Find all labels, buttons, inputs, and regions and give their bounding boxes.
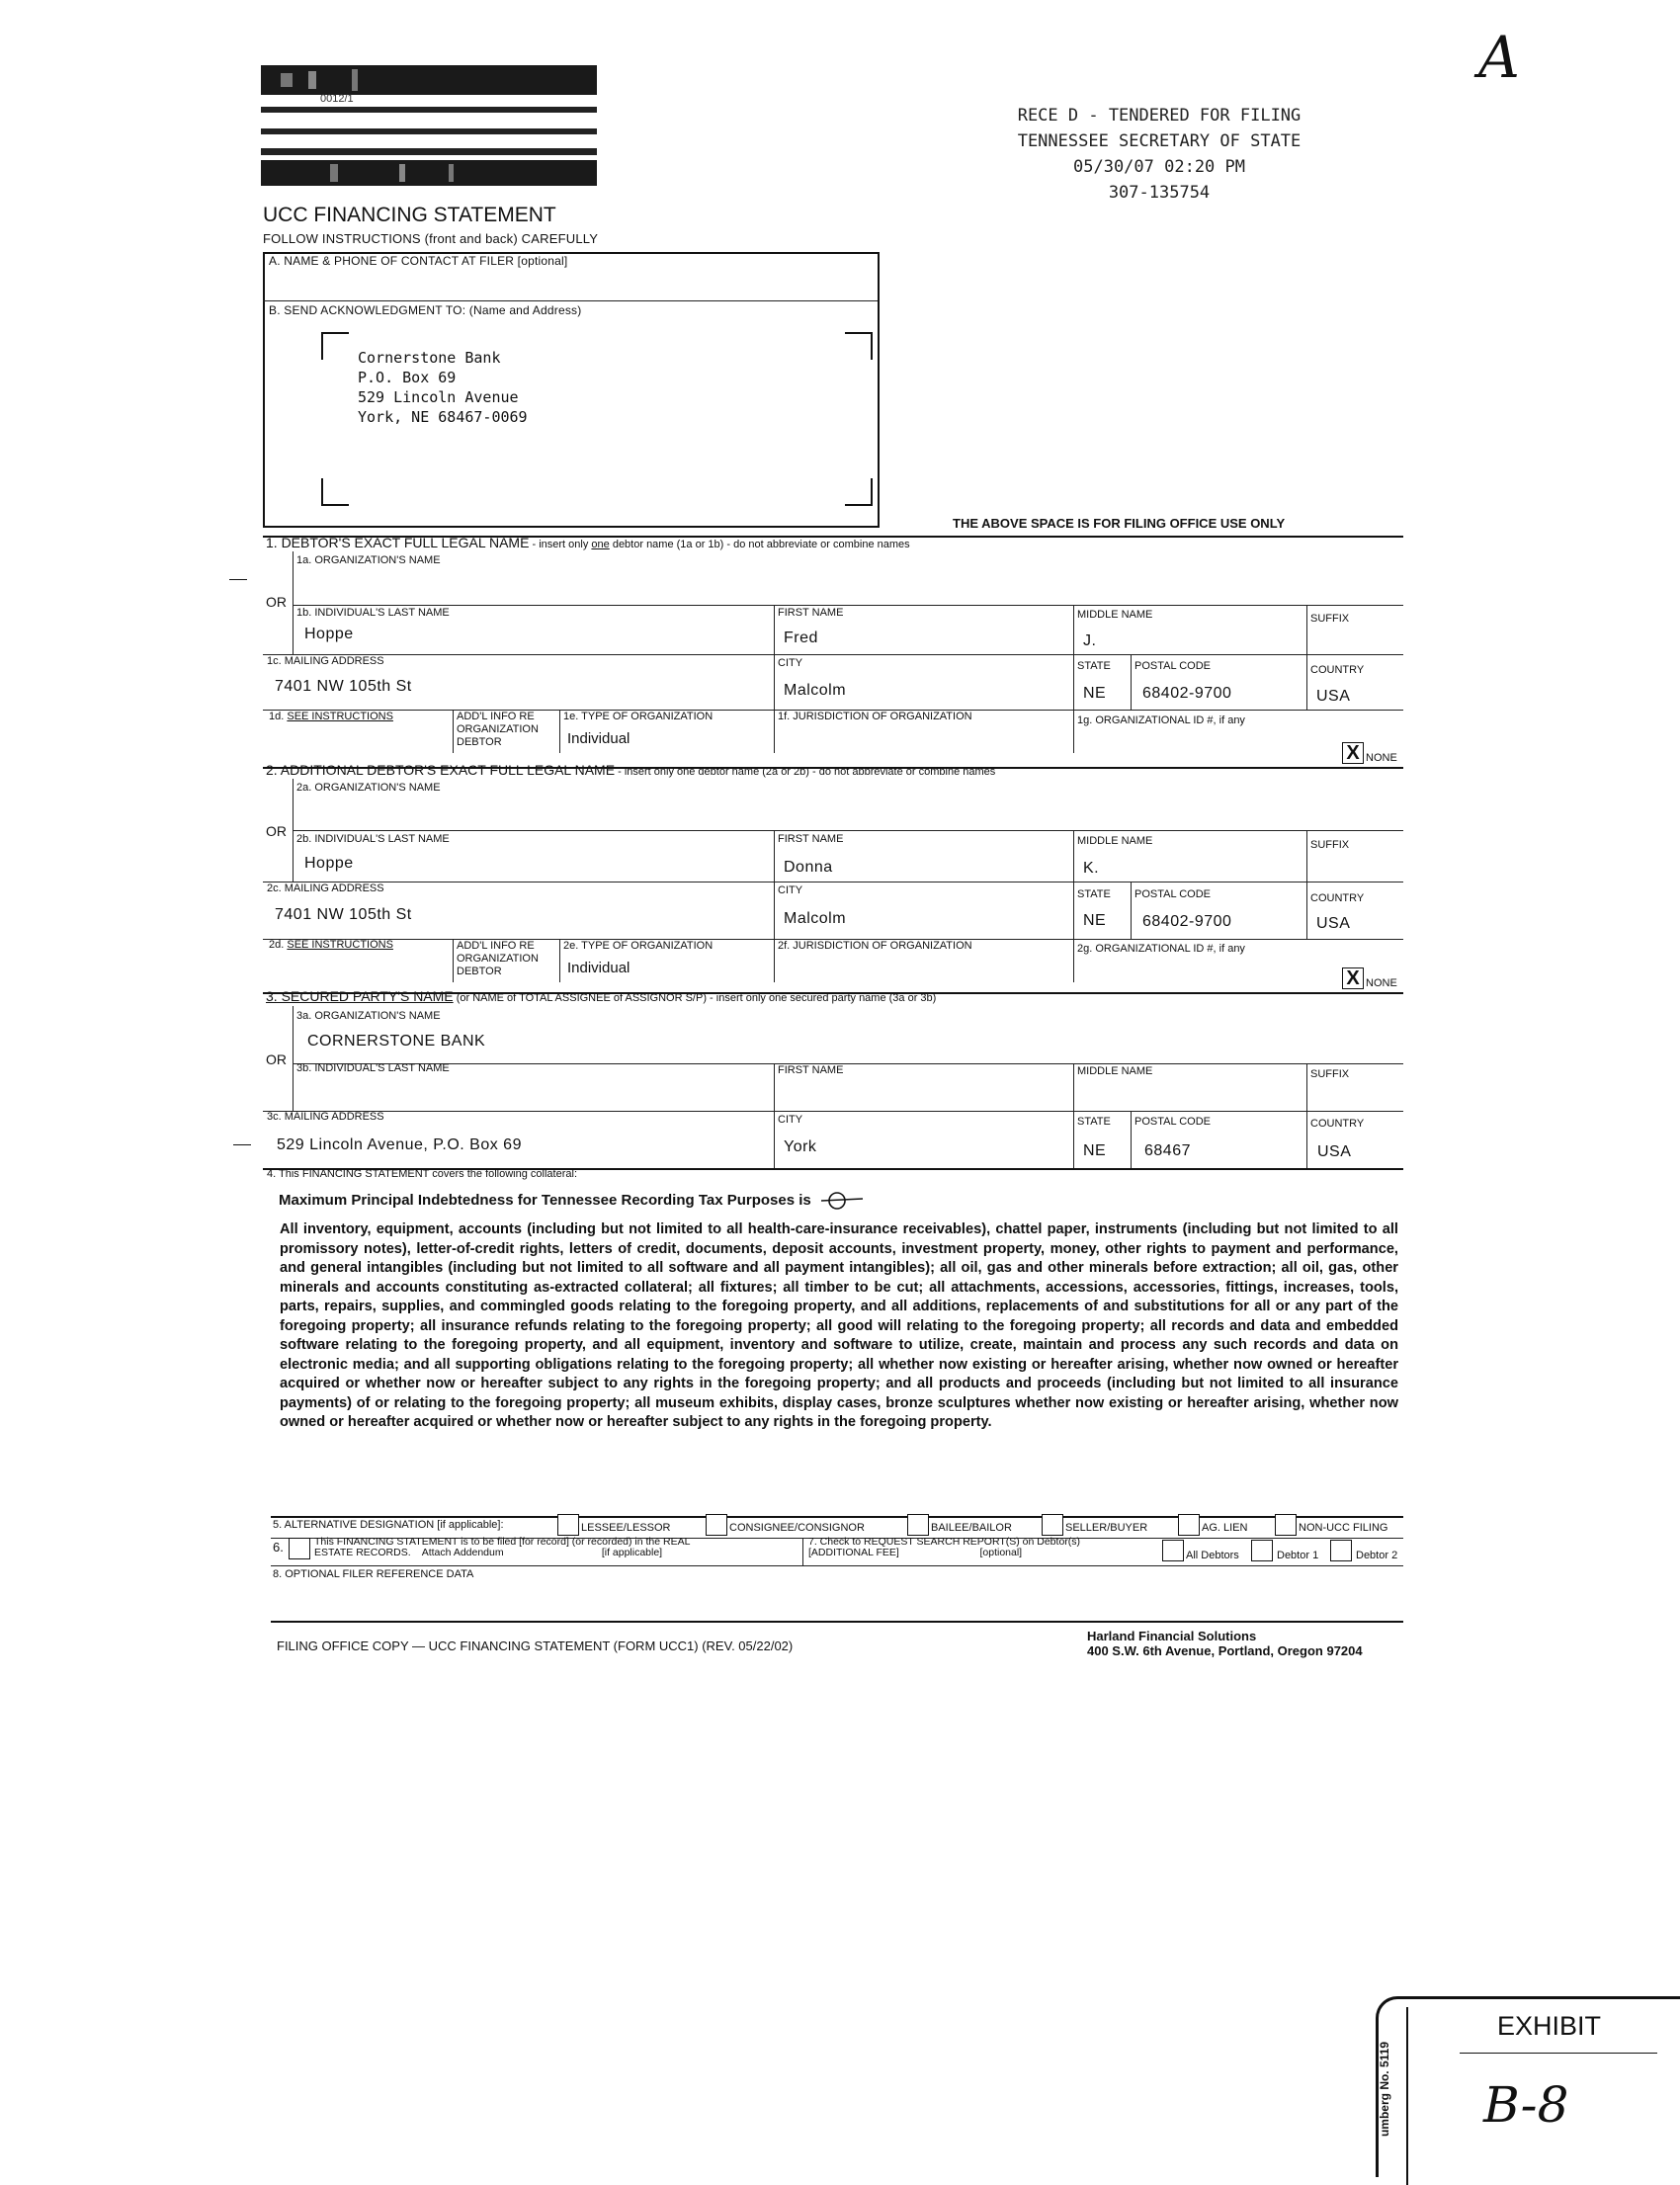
addl1-line1: ADD'L INFO RE bbox=[457, 711, 535, 722]
debtor1-label: Debtor 1 bbox=[1277, 1550, 1319, 1561]
label-4: 4. This FINANCING STATEMENT covers the following collateral: bbox=[267, 1168, 577, 1180]
label-b: B. SEND ACKNOWLEDGMENT TO: (Name and Address) bbox=[269, 303, 582, 317]
secured-address: 529 Lincoln Avenue, P.O. Box 69 bbox=[277, 1136, 522, 1153]
secured-state: NE bbox=[1083, 1142, 1107, 1159]
label-1g: 1g. ORGANIZATIONAL ID #, if any bbox=[1077, 714, 1245, 726]
debtor2-state: NE bbox=[1083, 912, 1107, 929]
s1-tail: debtor name (1a or 1b) - do not abbreviate or combine names bbox=[609, 539, 910, 550]
label-2d bbox=[269, 939, 393, 951]
s7-line2a: [ADDITIONAL FEE] bbox=[808, 1547, 899, 1558]
debtor2-org-type: Individual bbox=[567, 960, 630, 976]
debtor1-middle-name: J. bbox=[1083, 632, 1097, 649]
all-debtors-checkbox[interactable] bbox=[1251, 1540, 1273, 1561]
ack-line1: Cornerstone Bank bbox=[358, 349, 501, 367]
section3-heading bbox=[266, 988, 936, 1004]
s3-title: 3. SECURED PARTY'S NAME bbox=[266, 988, 454, 1004]
none-check-2: X bbox=[1346, 967, 1360, 989]
none-label-1: NONE bbox=[1366, 752, 1397, 764]
opt-seller: SELLER/BUYER bbox=[1065, 1522, 1148, 1534]
s6-line2a: ESTATE RECORDS. bbox=[314, 1547, 411, 1558]
label-2b: 2b. INDIVIDUAL'S LAST NAME bbox=[296, 833, 450, 845]
bailee-checkbox[interactable] bbox=[907, 1514, 929, 1536]
debtor2-address: 7401 NW 105th St bbox=[275, 906, 412, 923]
opt-lessee: LESSEE/LESSOR bbox=[581, 1522, 671, 1534]
exhibit-label: EXHIBIT bbox=[1497, 2011, 1602, 2041]
see-instructions-2[interactable]: SEE INSTRUCTIONS bbox=[287, 939, 393, 951]
seller-checkbox[interactable] bbox=[1042, 1514, 1063, 1536]
dash-mark-icon bbox=[821, 1190, 865, 1212]
lessee-checkbox[interactable] bbox=[557, 1514, 579, 1536]
debtor2-label: Debtor 2 bbox=[1356, 1550, 1398, 1561]
or-2: OR bbox=[266, 823, 287, 839]
s7-line2b: [optional] bbox=[979, 1547, 1023, 1558]
none-checkbox-1[interactable] bbox=[1342, 742, 1364, 764]
label-1c-postal: POSTAL CODE bbox=[1134, 660, 1212, 672]
debtor2-last-name: Hoppe bbox=[304, 855, 354, 872]
barcode-text: 0012/1 bbox=[320, 93, 354, 105]
label-2d-num: 2d. bbox=[269, 939, 285, 951]
addl1-line3: DEBTOR bbox=[457, 736, 502, 748]
label-1c-city: CITY bbox=[778, 657, 803, 669]
stamp-line2: TENNESSEE SECRETARY OF STATE bbox=[1017, 131, 1302, 151]
label-1c-state: STATE bbox=[1077, 660, 1111, 672]
exhibit-side-text: umberg No. 5119 bbox=[1378, 2041, 1392, 2138]
label-3b: 3b. INDIVIDUAL'S LAST NAME bbox=[296, 1062, 450, 1074]
consignee-checkbox[interactable] bbox=[706, 1514, 727, 1536]
label-2g: 2g. ORGANIZATIONAL ID #, if any bbox=[1077, 943, 1245, 955]
label-1b-suffix: SUFFIX bbox=[1310, 613, 1350, 625]
exhibit-underline bbox=[1460, 2053, 1657, 2054]
footer-right bbox=[1087, 1629, 1363, 1658]
secured-city: York bbox=[784, 1138, 817, 1155]
section1-heading bbox=[266, 535, 910, 550]
real-estate-checkbox[interactable] bbox=[289, 1538, 310, 1559]
label-2c-city: CITY bbox=[778, 884, 803, 896]
label-3b-first: FIRST NAME bbox=[778, 1064, 844, 1076]
label-2a: 2a. ORGANIZATION'S NAME bbox=[296, 782, 441, 794]
s1-title: 1. DEBTOR'S EXACT FULL LEGAL NAME bbox=[266, 535, 530, 550]
label-2b-first: FIRST NAME bbox=[778, 833, 844, 845]
label-1c-country: COUNTRY bbox=[1310, 664, 1365, 676]
debtor1-state: NE bbox=[1083, 685, 1107, 702]
footer-right-line1: Harland Financial Solutions bbox=[1087, 1629, 1257, 1643]
footer-left: FILING OFFICE COPY — UCC FINANCING STATEMENT (FORM UCC1) (REV. 05/22/02) bbox=[277, 1639, 794, 1653]
opt-ag: AG. LIEN bbox=[1202, 1522, 1248, 1534]
bracket-tl bbox=[321, 332, 349, 360]
s3-tail: (or NAME of TOTAL ASSIGNEE of ASSIGNOR S/P) - insert only one secured party name (3a or 3b) bbox=[453, 992, 937, 1004]
debtor1-city: Malcolm bbox=[784, 682, 847, 699]
label-1f: 1f. JURISDICTION OF ORGANIZATION bbox=[778, 711, 972, 722]
redacted-header bbox=[261, 65, 597, 186]
collateral-description: All inventory, equipment, accounts (including but not limited to all health-care-insurance receivables), chattel paper, instruments (including but not limited to all promissory notes), letter-of-credit rights, letters of credit, documents, deposit accounts, investment property, money, other rights to payment and performance, and general intangibles (including but not limited to all software and all payment intangibles); all oil, gas and other minerals before extraction; all oil, gas, other minerals and accounts constituting as-extracted collateral; all fixtures; all timber to be cut; all attachments, accessions, accessories, fittings, increases, tools, parts, repairs, supplies, and commingled goods relating to the foregoing property, and all additions, replacements of and substitutions for all or any part of the foregoing property; all insurance refunds relating to the foregoing property; all good will relating to the foregoing property; all records and data and embedded software relating to the foregoing property, and all equipment, inventory and software to utilize, create, maintain and process any such records and data on electronic media; and all supporting obligations relating to the foregoing property; all whether now existing or hereafter arising, whether now owned or hereafter acquired or whether now or hereafter subject to any rights in the foregoing property; and all products and proceeds (including but not limited to all insurance payments) of or relating to the foregoing property; all museum exhibits, display cases, bronze sculptures whether now existing or hereafter arising, whether now owned or hereafter acquired or whether now or hereafter subject to any rights in the foregoing property. bbox=[280, 1221, 1398, 1430]
label-a: A. NAME & PHONE OF CONTACT AT FILER [optional] bbox=[269, 254, 568, 268]
debtor1-last-name: Hoppe bbox=[304, 626, 354, 642]
label-2f: 2f. JURISDICTION OF ORGANIZATION bbox=[778, 940, 972, 952]
opt-consignee: CONSIGNEE/CONSIGNOR bbox=[729, 1522, 865, 1534]
s2-title: 2. ADDITIONAL DEBTOR'S EXACT FULL LEGAL NAME bbox=[266, 762, 616, 778]
label-3c-country: COUNTRY bbox=[1310, 1118, 1365, 1130]
label-3c-postal: POSTAL CODE bbox=[1134, 1116, 1212, 1128]
label-3b-suffix: SUFFIX bbox=[1310, 1068, 1350, 1080]
secured-org-name: CORNERSTONE BANK bbox=[307, 1033, 486, 1050]
form-instructions: FOLLOW INSTRUCTIONS (front and back) CAREFULLY bbox=[263, 231, 599, 246]
addl-info-2 bbox=[457, 940, 539, 978]
label-1d-num: 1d. bbox=[269, 711, 285, 722]
label-2e: 2e. TYPE OF ORGANIZATION bbox=[563, 940, 714, 952]
ack-line3: 529 Lincoln Avenue bbox=[358, 388, 519, 406]
s6-line2b: Attach Addendum bbox=[421, 1547, 504, 1558]
debtor2-city: Malcolm bbox=[784, 910, 847, 927]
debtor2-middle-name: K. bbox=[1083, 860, 1100, 877]
footer-right-line2: 400 S.W. 6th Avenue, Portland, Oregon 97204 bbox=[1087, 1643, 1363, 1658]
ack-line4: York, NE 68467-0069 bbox=[358, 408, 528, 426]
secured-country: USA bbox=[1317, 1143, 1352, 1160]
secured-postal: 68467 bbox=[1144, 1142, 1191, 1159]
bracket-br bbox=[845, 478, 873, 506]
above-space-note: THE ABOVE SPACE IS FOR FILING OFFICE USE ONLY bbox=[953, 516, 1286, 531]
label-1a: 1a. ORGANIZATION'S NAME bbox=[296, 554, 441, 566]
exhibit-value: B-8 bbox=[1483, 2076, 1569, 2134]
label-2b-middle: MIDDLE NAME bbox=[1077, 835, 1153, 847]
ack-address bbox=[358, 348, 528, 427]
form-title: UCC FINANCING STATEMENT bbox=[263, 204, 556, 226]
label-6 bbox=[314, 1537, 690, 1558]
exhibit-sticker bbox=[1376, 1996, 1680, 2177]
or-1: OR bbox=[266, 594, 287, 610]
label-3c-city: CITY bbox=[778, 1114, 803, 1126]
opt-bailee: BAILEE/BAILOR bbox=[931, 1522, 1012, 1534]
stamp-line1: RECE D - TENDERED FOR FILING bbox=[1017, 106, 1302, 126]
none-check-1: X bbox=[1346, 742, 1360, 764]
label-3c-state: STATE bbox=[1077, 1116, 1111, 1128]
debtor2-first-name: Donna bbox=[784, 859, 833, 876]
margin-tick-1 bbox=[229, 579, 247, 580]
non-ucc-checkbox[interactable] bbox=[1275, 1514, 1297, 1536]
ag-lien-checkbox[interactable] bbox=[1178, 1514, 1200, 1536]
debtor1-postal: 68402-9700 bbox=[1142, 685, 1232, 702]
addl2-line1: ADD'L INFO RE bbox=[457, 940, 535, 952]
max-indebtedness-line bbox=[279, 1190, 865, 1212]
label-1c: 1c. MAILING ADDRESS bbox=[267, 655, 384, 667]
or-3: OR bbox=[266, 1051, 287, 1067]
label-2c-country: COUNTRY bbox=[1310, 892, 1365, 904]
s2-tail: - insert only one debtor name (2a or 2b) - do not abbreviate or combine names bbox=[615, 766, 996, 778]
debtor1-org-type: Individual bbox=[567, 730, 630, 747]
stamp-line3: 05/30/07 02:20 PM bbox=[1073, 157, 1245, 177]
s6-line1: This FINANCING STATEMENT is to be filed [for record] (or recorded) in the REAL bbox=[314, 1536, 691, 1548]
debtor2-postal: 68402-9700 bbox=[1142, 913, 1232, 930]
s7-line1: 7. Check to REQUEST SEARCH REPORT(S) on Debtor(s) bbox=[808, 1536, 1081, 1548]
s6-line2c: [if applicable] bbox=[601, 1547, 663, 1558]
label-2c-postal: POSTAL CODE bbox=[1134, 888, 1212, 900]
addl1-line2: ORGANIZATION bbox=[457, 723, 539, 735]
label-2c-state: STATE bbox=[1077, 888, 1111, 900]
filer-box bbox=[263, 252, 880, 528]
label-2c: 2c. MAILING ADDRESS bbox=[267, 882, 384, 894]
label-6-num: 6. bbox=[273, 1540, 284, 1555]
label-1e: 1e. TYPE OF ORGANIZATION bbox=[563, 711, 714, 722]
debtor1-address: 7401 NW 105th St bbox=[275, 678, 412, 695]
bracket-bl bbox=[321, 478, 349, 506]
label-3c: 3c. MAILING ADDRESS bbox=[267, 1111, 384, 1123]
label-8: 8. OPTIONAL FILER REFERENCE DATA bbox=[273, 1568, 474, 1580]
search-report-checkbox[interactable] bbox=[1162, 1540, 1184, 1561]
label-3a: 3a. ORGANIZATION'S NAME bbox=[296, 1010, 441, 1022]
label-5: 5. ALTERNATIVE DESIGNATION [if applicable]: bbox=[273, 1519, 504, 1531]
stamp-line4: 307-135754 bbox=[1108, 183, 1211, 203]
debtor1-checkbox[interactable] bbox=[1330, 1540, 1352, 1561]
opt-nonucc: NON-UCC FILING bbox=[1299, 1522, 1388, 1534]
section2-heading bbox=[266, 762, 995, 778]
s1-post: - insert only bbox=[529, 539, 592, 550]
debtor2-country: USA bbox=[1316, 915, 1351, 932]
label-2b-suffix: SUFFIX bbox=[1310, 839, 1350, 851]
max-indebtedness-text: Maximum Principal Indebtedness for Tennessee Recording Tax Purposes is bbox=[279, 1191, 811, 1209]
label-3b-middle: MIDDLE NAME bbox=[1077, 1065, 1153, 1077]
see-instructions-1[interactable]: SEE INSTRUCTIONS bbox=[287, 711, 393, 722]
label-1b-first: FIRST NAME bbox=[778, 607, 844, 619]
label-1d bbox=[269, 711, 393, 722]
debtor1-first-name: Fred bbox=[784, 630, 818, 646]
addl2-line3: DEBTOR bbox=[457, 966, 502, 977]
label-1b-middle: MIDDLE NAME bbox=[1077, 609, 1153, 621]
margin-tick-2 bbox=[233, 1144, 251, 1145]
none-label-2: NONE bbox=[1366, 977, 1397, 989]
all-debtors-label: All Debtors bbox=[1186, 1550, 1239, 1561]
s1-one: one bbox=[591, 539, 610, 550]
bracket-tr bbox=[845, 332, 873, 360]
debtor1-country: USA bbox=[1316, 688, 1351, 705]
ack-line2: P.O. Box 69 bbox=[358, 369, 457, 386]
none-checkbox-2[interactable] bbox=[1342, 967, 1364, 989]
label-7 bbox=[808, 1537, 1080, 1558]
addl2-line2: ORGANIZATION bbox=[457, 953, 539, 965]
corner-mark: A bbox=[1478, 24, 1520, 91]
filing-stamp bbox=[976, 103, 1342, 206]
addl-info-1 bbox=[457, 711, 539, 749]
label-1b: 1b. INDIVIDUAL'S LAST NAME bbox=[296, 607, 450, 619]
